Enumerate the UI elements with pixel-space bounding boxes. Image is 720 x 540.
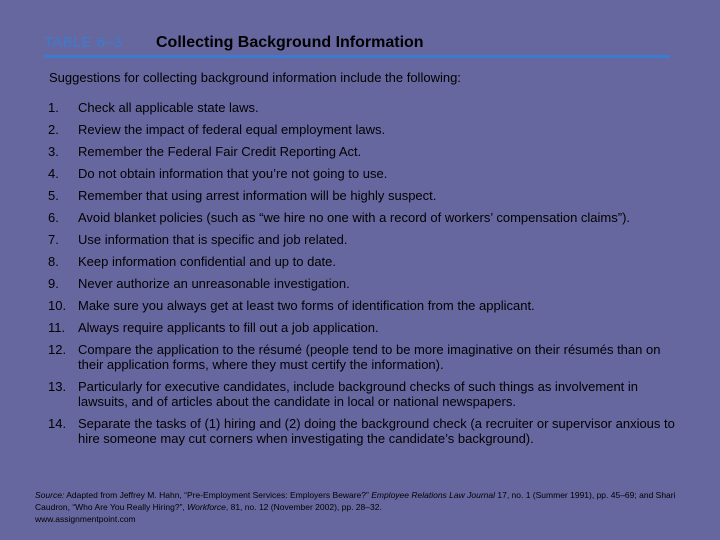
list-item-number: 3. [48, 144, 59, 159]
list-item-text: Review the impact of federal equal employment laws. [78, 122, 386, 137]
list-item-text: Do not obtain information that you’re not going to use. [78, 166, 388, 181]
list-item [48, 298, 688, 313]
list-item [48, 166, 688, 181]
list-item-text: Use information that is specific and job related. [78, 232, 348, 247]
list-item-number: 9. [48, 276, 59, 291]
list-item-number: 1. [48, 100, 59, 115]
list-item-number: 4. [48, 166, 59, 181]
list-item [48, 232, 688, 247]
list-item-number: 13. [48, 379, 67, 394]
list-item [48, 100, 688, 115]
list-item-text: Make sure you always get at least two forms of identification from the applicant. [78, 298, 535, 313]
list-item-number: 14. [48, 416, 67, 431]
list-item-number: 12. [48, 342, 67, 357]
source-website: www.assignmentpoint.com [35, 514, 136, 524]
list-item-text: Particularly for executive candidates, include background checks of such things as involvement in lawsuits, and of articles about the candidate in local or national newspapers. [78, 379, 639, 409]
list-item-number: 11. [48, 320, 66, 335]
list-item [48, 210, 688, 225]
list-item [48, 188, 688, 203]
source-journal1: Employee Relations Law Journal [371, 490, 495, 500]
list-item-text: Avoid blanket policies (such as “we hire no one with a record of workers’ compensation claims”). [78, 210, 631, 225]
table-header [44, 34, 670, 54]
list-item-text: Compare the application to the résumé (people tend to be more imaginative on their résumés than on their application forms, where they must certify the information). [78, 342, 661, 372]
source-part2: 17, no. 1 (Summer 1991), pp. 45–69; and Shari Caudron, “Who Are You Really Hiring?”, [35, 490, 676, 512]
list-item [48, 320, 688, 335]
list-item-number: 8. [48, 254, 59, 269]
list-item-number: 7. [48, 232, 59, 247]
list-item-text: Never authorize an unreasonable investigation. [78, 276, 350, 291]
table-number: TABLE 6–3 [44, 34, 123, 51]
list-item [48, 122, 688, 137]
list-item-text: Remember the Federal Fair Credit Reporting Act. [78, 144, 362, 159]
list-item [48, 276, 688, 291]
list-item-number: 10. [48, 298, 67, 313]
list-item [48, 416, 688, 446]
intro-text: Suggestions for collecting background information include the following: [49, 70, 461, 85]
list-item-text: Remember that using arrest information will be highly suspect. [78, 188, 437, 203]
source-note [35, 489, 685, 525]
list-item [48, 144, 688, 159]
list-item [48, 379, 688, 409]
list-item-number: 6. [48, 210, 59, 225]
suggestion-list [48, 100, 688, 453]
title-rule [44, 55, 670, 58]
list-item-text: Separate the tasks of (1) hiring and (2) doing the background check (a recruiter or supervisor anxious to hire someone may cut corners when investigating the candidate’s background). [78, 416, 675, 446]
source-part3: , 81, no. 12 (November 2002), pp. 28–32. [225, 502, 382, 512]
list-item-text: Keep information confidential and up to date. [78, 254, 337, 269]
list-item [48, 254, 688, 269]
source-label: Source: [35, 490, 65, 500]
list-item [48, 342, 688, 372]
source-journal2: Workforce [187, 502, 226, 512]
list-item-text: Check all applicable state laws. [78, 100, 259, 115]
table-title: Collecting Background Information [156, 34, 424, 51]
list-item-text: Always require applicants to fill out a job application. [78, 320, 379, 335]
source-part1: Adapted from Jeffrey M. Hahn, “Pre-Employment Services: Employers Beware?” [64, 490, 372, 500]
list-item-number: 5. [48, 188, 59, 203]
list-item-number: 2. [48, 122, 59, 137]
